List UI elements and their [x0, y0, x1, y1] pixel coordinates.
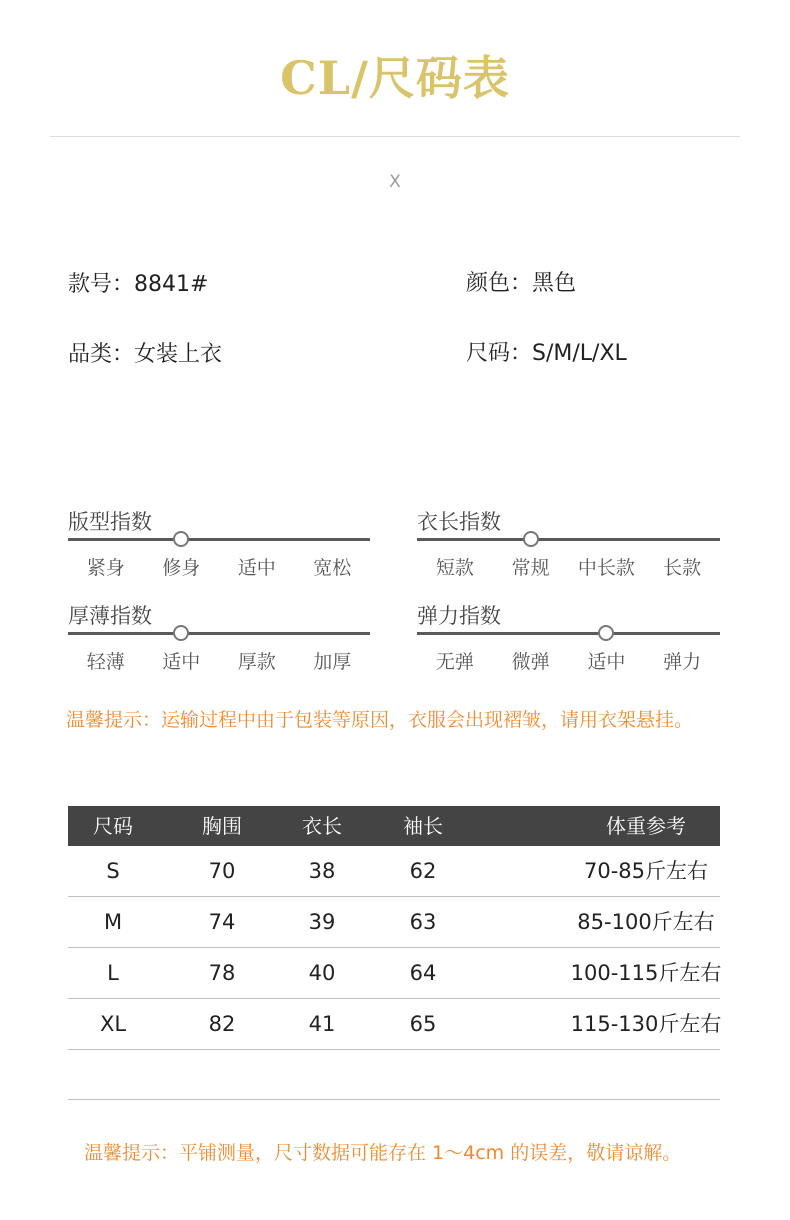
table-row [68, 897, 720, 948]
category-info [68, 337, 222, 368]
category-label: 品类： [68, 342, 135, 367]
fit-index-title: 版型指数 [68, 510, 152, 534]
fit-index-knob [173, 531, 189, 547]
style-number-value: 8841# [134, 272, 209, 297]
bottom-divider [68, 1099, 720, 1100]
thickness-index-track [68, 632, 370, 635]
cell-chest: 74 [208, 910, 236, 934]
fit-index-options [68, 553, 370, 577]
cell-size: M [103, 910, 123, 934]
cell-sleeve: 64 [409, 961, 437, 985]
cell-chest: 82 [208, 1012, 236, 1036]
cell-weight: 85-100斤左右 [577, 910, 715, 934]
fit-index-track [68, 538, 370, 541]
thickness-index-options [68, 647, 370, 671]
close-icon[interactable]: X [389, 172, 401, 192]
thickness-index-title: 厚薄指数 [68, 604, 152, 628]
size-value: S/M/L/XL [532, 341, 627, 366]
cell-sleeve: 65 [409, 1012, 437, 1036]
table-row [68, 846, 720, 897]
length-option: 常规 [511, 557, 550, 579]
header-weight: 体重参考 [606, 814, 686, 838]
length-index-options [417, 553, 720, 577]
color-value: 黑色 [532, 271, 577, 296]
thickness-option: 加厚 [313, 651, 352, 673]
length-option: 长款 [663, 557, 702, 579]
style-number [68, 267, 208, 298]
elasticity-index-track [417, 632, 720, 635]
cell-weight: 70-85斤左右 [583, 859, 709, 883]
title-divider [50, 136, 740, 137]
fit-option: 紧身 [86, 557, 125, 579]
cell-sleeve: 63 [409, 910, 437, 934]
cell-weight: 100-115斤左右 [570, 961, 722, 985]
cell-weight: 115-130斤左右 [570, 1012, 722, 1036]
cell-chest: 70 [208, 859, 236, 883]
thickness-option: 适中 [162, 651, 201, 673]
size-info [466, 336, 627, 367]
cell-size: S [106, 859, 120, 883]
page-title: CL/尺码表 [280, 51, 510, 105]
length-option: 中长款 [577, 557, 635, 579]
length-option: 短款 [435, 557, 474, 579]
elasticity-option: 微弹 [511, 651, 550, 673]
fit-option: 修身 [162, 557, 201, 579]
cell-length: 39 [308, 910, 336, 934]
color-info [466, 266, 576, 297]
thickness-option: 厚款 [237, 651, 276, 673]
size-label: 尺码： [466, 341, 533, 366]
fit-option: 宽松 [313, 557, 352, 579]
wrinkle-tip: 温馨提示：运输过程中由于包装等原因，衣服会出现褶皱，请用衣架悬挂。 [66, 709, 694, 731]
length-index-knob [523, 531, 539, 547]
header-sleeve: 袖长 [403, 814, 443, 838]
cell-chest: 78 [208, 961, 236, 985]
size-table [68, 806, 720, 1050]
thickness-option: 轻薄 [86, 651, 125, 673]
elasticity-index-options [417, 647, 720, 671]
elasticity-index-knob [598, 625, 614, 641]
style-number-label: 款号： [68, 272, 135, 297]
cell-length: 41 [308, 1012, 336, 1036]
header-chest: 胸围 [202, 814, 242, 838]
thickness-index-knob [173, 625, 189, 641]
elasticity-option: 适中 [587, 651, 626, 673]
table-row [68, 999, 720, 1050]
length-index-title: 衣长指数 [417, 510, 501, 534]
elasticity-option: 无弹 [435, 651, 474, 673]
fit-option: 适中 [237, 557, 276, 579]
header-length: 衣长 [302, 814, 342, 838]
cell-size: XL [99, 1012, 127, 1036]
header-size: 尺码 [93, 814, 133, 838]
cell-length: 38 [308, 859, 336, 883]
table-header [68, 806, 720, 846]
cell-sleeve: 62 [409, 859, 437, 883]
elasticity-index-title: 弹力指数 [417, 604, 501, 628]
measurement-tip: 温馨提示：平铺测量，尺寸数据可能存在 1～4cm 的误差，敬请谅解。 [84, 1142, 682, 1164]
cell-size: L [107, 961, 119, 985]
table-row [68, 948, 720, 999]
elasticity-option: 弹力 [663, 651, 702, 673]
category-value: 女装上衣 [134, 342, 223, 367]
cell-length: 40 [308, 961, 336, 985]
color-label: 颜色： [466, 271, 533, 296]
length-index-track [417, 538, 720, 541]
